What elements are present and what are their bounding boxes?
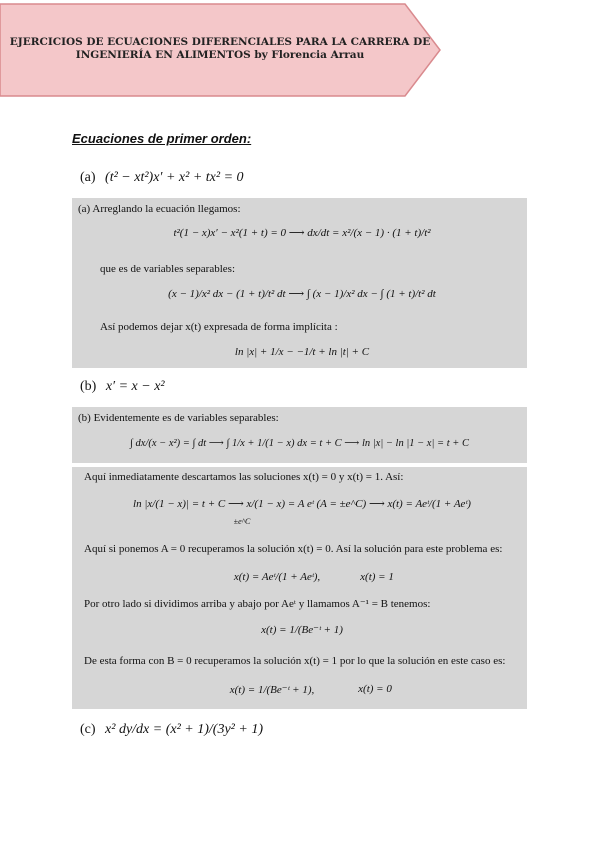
title-line-2: INGENIERÍA EN ALIMENTOS by Florencia Arrau <box>75 49 365 61</box>
problem-c-equation: x² dy/dx = (x² + 1)/(3y² + 1) <box>105 722 263 737</box>
problem-c-label: (c) <box>80 722 96 737</box>
solution-b-intro <box>78 412 279 424</box>
title-line-1: EJERCICIOS DE ECUACIONES DIFERENCIALES PARA LA CARRERA DE <box>9 36 431 48</box>
solution-b-label: (b) <box>78 412 91 424</box>
solution-a-intro-text: Arreglando la ecuación llegamos: <box>92 203 241 215</box>
document-title <box>0 36 440 62</box>
solution-a-box <box>72 198 527 368</box>
solution-b-eq4: x(t) = 1/(Be⁻ᵗ + 1) <box>261 624 343 636</box>
solution-b-eq5b: x(t) = 0 <box>358 683 392 695</box>
solution-b-eq1: ∫ dx/(x − x²) = ∫ dt ⟶ ∫ 1/x + 1/(1 − x) dx = t + C ⟶ ln |x| − ln |1 − x| = t + C <box>130 438 469 449</box>
solution-b-box-1 <box>72 407 527 463</box>
solution-a-note: que es de variables separables: <box>100 263 235 275</box>
solution-a-eq1: t²(1 − x)x′ − x²(1 + t) = 0 ⟶ dx/dt = x²/(x − 1) · (1 + t)/t² <box>173 227 431 239</box>
solution-a-eq3: ln |x| + 1/x − −1/t + ln |t| + C <box>234 346 370 358</box>
section-title: Ecuaciones de primer orden: <box>72 131 252 146</box>
solution-a-intro <box>78 203 241 215</box>
solution-a-label: (a) <box>78 203 91 215</box>
problem-a-equation: (t² − xt²)x′ + x² + tx² = 0 <box>105 170 244 185</box>
solution-b-box-2 <box>72 467 527 709</box>
solution-b-p2: Aquí si ponemos A = 0 recuperamos la solución x(t) = 0. Así la solución para este problema es: <box>84 543 503 555</box>
problem-b <box>80 379 165 395</box>
solution-b-p4: De esta forma con B = 0 recuperamos la solución x(t) = 1 por lo que la solución en este caso es: <box>84 655 506 667</box>
problem-c <box>80 722 263 738</box>
title-banner <box>0 0 600 100</box>
problem-a <box>80 170 244 186</box>
problem-b-equation: x′ = x − x² <box>105 379 165 394</box>
solution-b-eq3b: x(t) = 1 <box>360 571 394 583</box>
solution-b-intro-text: Evidentemente es de variables separables: <box>93 412 279 424</box>
solution-b-eq3a: x(t) = Aeᵗ/(1 + Aeᵗ), <box>233 571 321 583</box>
problem-a-label: (a) <box>80 170 96 185</box>
solution-a-eq2: (x − 1)/x² dx − (1 + t)/t² dt ⟶ ∫ (x − 1)/x² dx − ∫ (1 + t)/t² dt <box>168 288 436 300</box>
solution-b-p3: Por otro lado si dividimos arriba y abajo por Aeᵗ y llamamos A⁻¹ = B tenemos: <box>84 598 431 610</box>
solution-b-eq2-under: ±e^C <box>233 517 251 526</box>
solution-b-p1: Aquí inmediatamente descartamos las soluciones x(t) = 0 y x(t) = 1. Así: <box>84 471 404 483</box>
problem-b-label: (b) <box>80 379 97 394</box>
solution-a-implicit: Así podemos dejar x(t) expresada de forma implícita : <box>100 321 338 333</box>
solution-b-eq5a: x(t) = 1/(Be⁻ᵗ + 1), <box>229 684 315 696</box>
solution-b-eq2: ln |x/(1 − x)| = t + C ⟶ x/(1 − x) = A eᵗ (A = ±e^C) ⟶ x(t) = Aeᵗ/(1 + Aeᵗ) <box>133 498 471 510</box>
